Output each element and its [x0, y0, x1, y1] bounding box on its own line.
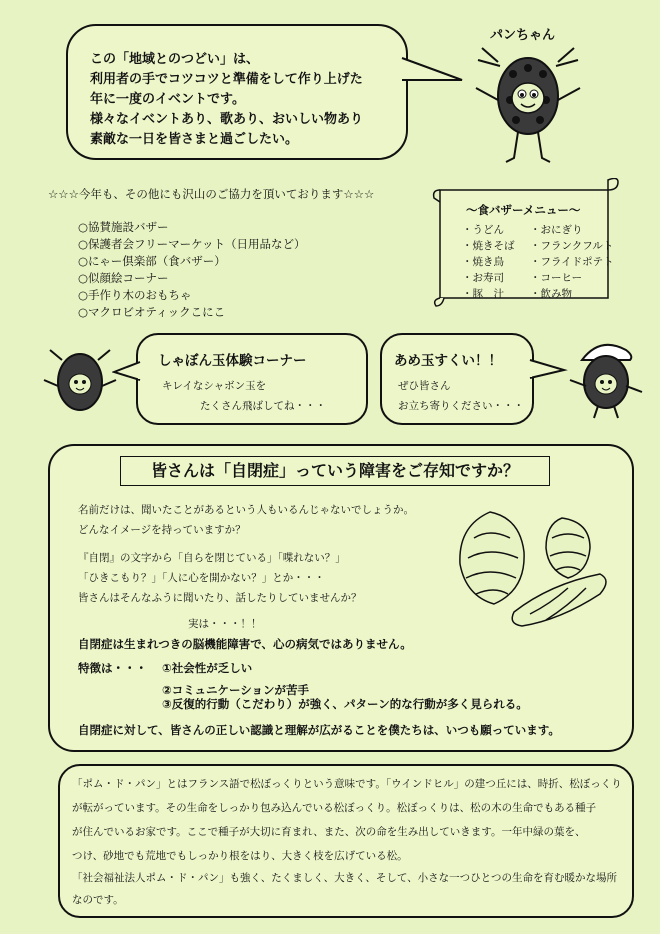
autism-jitsuha: 実は・・・！！ [188, 618, 262, 630]
autism-feature: ①社会性が乏しい [162, 661, 253, 675]
autism-p2: 「ひきこもり？」「人に心を開かない？」とか・・・ [78, 572, 325, 584]
cooperation-item: ○手作り木のおもちゃ [78, 288, 192, 302]
cooperation-item: ○マクロビオティックこにこ [78, 305, 226, 319]
pomme-line: 「ポム・ド・パン」とはフランス語で松ぼっくりという意味です。「ウインドヒル」の建つ丘には、時折、松ぼっくり [72, 778, 622, 790]
pomme-line: が転がっています。その生命をしっかり包み込んでいる松ぼっくり。松ぼっくりは、松の木の生命でもある種子 [72, 802, 597, 814]
bubble-corner-line1: キレイなシャボン玉を [162, 380, 267, 392]
cooperation-item: ○協賛施設バザー [78, 220, 169, 234]
autism-feature: ②コミュニケーションが苦手 [162, 683, 310, 697]
bubble-corner-tail [112, 360, 142, 384]
menu-item: ・おにぎり [530, 224, 583, 236]
menu-item: ・お寿司 [462, 272, 504, 284]
intro-line-4: 様々なイベントあり、歌あり、おいしい物あり [90, 112, 364, 127]
autism-closing: 自閉症に対して、皆さんの正しい認識と理解が広がることを僕たちは、いつも願っています。 [78, 723, 560, 737]
pinecone-character-small-icon [40, 340, 120, 420]
candy-corner-line2: お立ち寄りください・・・ [398, 400, 524, 412]
menu-item: ・コーヒー [530, 272, 583, 284]
cooperation-item: ○似顔絵コーナー [78, 271, 169, 285]
pomme-line: が住んでいるお家です。ここで種子が大切に育まれ、また、次の命を生み出していきます。一年中緑の葉を、 [72, 826, 586, 838]
menu-item: ・焼き鳥 [462, 256, 504, 268]
autism-fact: 自閉症は生まれつきの脳機能障害で、心の病気ではありません。 [78, 637, 412, 651]
pomme-line: なのです。 [72, 894, 124, 906]
character-name: パンちゃん [490, 28, 556, 43]
menu-item: ・豚 汁 [462, 288, 504, 300]
autism-p2: 皆さんはそんなふうに聞いたり、話したりしていませんか？ [78, 592, 362, 604]
menu-item: ・焼きそば [462, 240, 515, 252]
pinecone-character-icon [468, 40, 588, 170]
pinecone-illustration-icon [450, 508, 620, 632]
autism-p1: 名前だけは、聞いたことがあるという人もいるんじゃないでしょうか。 [78, 504, 414, 516]
autism-features-label: 特徴は・・・ [78, 661, 147, 675]
cooperation-heading: ☆☆☆今年も、その他にも沢山のご協力を頂いております☆☆☆ [48, 187, 375, 201]
autism-feature: ③反復的行動（こだわり）が強く、パターン的な行動が多く見られる。 [162, 697, 528, 711]
candy-corner-line1: ぜひ皆さん [398, 380, 451, 392]
bubble-corner-title: しゃぼん玉体験コーナー [158, 353, 307, 369]
pinecone-character-cap-icon [560, 330, 650, 420]
cooperation-item: ○にゃー倶楽部（食バザー） [78, 254, 226, 268]
menu-title: ～食バザーメニュー～ [466, 203, 581, 217]
bubble-corner-line2: たくさん飛ばしてね・・・ [200, 400, 326, 412]
cooperation-item: ○保護者会フリーマーケット（日用品など） [78, 237, 306, 251]
pomme-line: 「社会福祉法人ポム・ド・パン」も強く、たくましく、大きく、そして、小さな一つひとつの生命を育む暖かな場所 [72, 872, 617, 884]
intro-line-5: 素敵な一日を皆さまと過ごしたい。 [90, 132, 299, 147]
candy-corner-title: あめ玉すくい！！ [394, 353, 502, 369]
autism-p2: 『自閉』の文字から「自らを閉じている」「喋れない？」 [78, 552, 346, 564]
menu-item: ・フランクフルト [530, 240, 614, 252]
intro-line-3: 年に一度のイベントです。 [90, 92, 245, 107]
menu-item: ・うどん [462, 224, 504, 236]
intro-line-1: この「地域とのつどい」は、 [90, 52, 260, 67]
autism-p1: どんなイメージを持っていますか？ [78, 524, 246, 536]
pomme-line: つけ、砂地でも荒地でもしっかり根をはり、大きく枝を広げている松。 [72, 850, 408, 862]
intro-bubble-tail [400, 52, 470, 92]
intro-line-2: 利用者の手でコツコツと準備をして作り上げた [90, 72, 363, 87]
menu-item: ・フライドポテト [530, 256, 614, 268]
menu-item: ・飲み物 [530, 288, 572, 300]
autism-title: 皆さんは「自閉症」っていう障害をご存知ですか？ [120, 456, 550, 486]
